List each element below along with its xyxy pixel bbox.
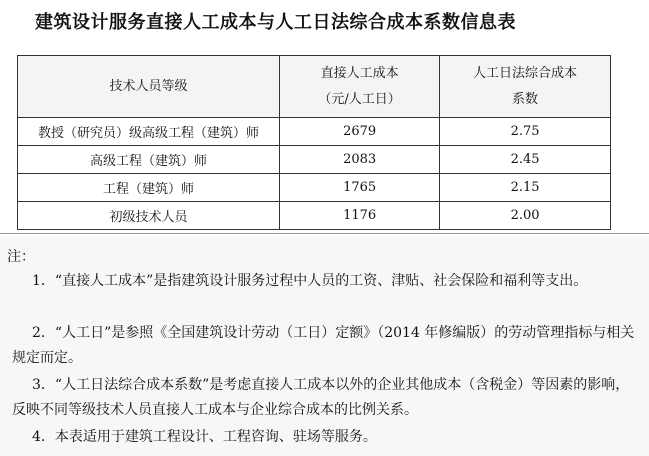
document-title: 建筑设计服务直接人工成本与人工日法综合成本系数信息表 (35, 12, 516, 33)
note-item: 4．本表适用于建筑工程设计、工程咨询、驻场等服务。 (32, 429, 377, 445)
table-body (18, 118, 611, 230)
cell-level: 教授（研究员）级高级工程（建筑）师 (18, 118, 280, 146)
note-item: 3．“人工日法综合成本系数”是考虑直接人工成本以外的企业其他成本（含税金）等因素的影响，反映不同等级技术人员直接人工成本与企业综合成本的比例关系。 (12, 377, 630, 418)
note-item: 1．“直接人工成本”是指建筑设计服务过程中人员的工资、津贴、社会保险和福利等支出。 (32, 273, 588, 289)
cell-coef: 2.15 (440, 174, 611, 202)
table-row (18, 174, 611, 202)
cell-coef: 2.00 (440, 202, 611, 230)
cell-coef: 2.45 (440, 146, 611, 174)
section-divider (0, 233, 649, 234)
header-coef (440, 56, 611, 118)
header-level (18, 56, 280, 118)
cell-level: 初级技术人员 (18, 202, 280, 230)
cost-table (17, 55, 611, 230)
notes-section (0, 236, 649, 456)
cell-coef: 2.75 (440, 118, 611, 146)
header-cost-line2: （元/人工日） (318, 91, 401, 107)
header-row (18, 56, 611, 118)
cell-cost: 2083 (280, 146, 440, 174)
cell-level: 高级工程（建筑）师 (18, 146, 280, 174)
header-cost (280, 56, 440, 118)
table-row (18, 118, 611, 146)
table-header (18, 56, 611, 118)
header-coef-line1: 人工日法综合成本 (473, 65, 578, 81)
table-row (18, 202, 611, 230)
table-row (18, 146, 611, 174)
cell-cost: 1765 (280, 174, 440, 202)
cell-cost: 2679 (280, 118, 440, 146)
note-item: 2．“人工日”是参照《全国建筑设计劳动（工日）定额》（2014 年修编版）的劳动管理指标与相关规定而定。 (12, 325, 635, 366)
header-cost-line1: 直接人工成本 (320, 65, 399, 81)
cell-level: 工程（建筑）师 (18, 174, 280, 202)
notes-heading: 注： (7, 249, 35, 265)
header-level-label: 技术人员等级 (109, 78, 188, 94)
cell-cost: 1176 (280, 202, 440, 230)
header-coef-line2: 系数 (512, 91, 539, 107)
